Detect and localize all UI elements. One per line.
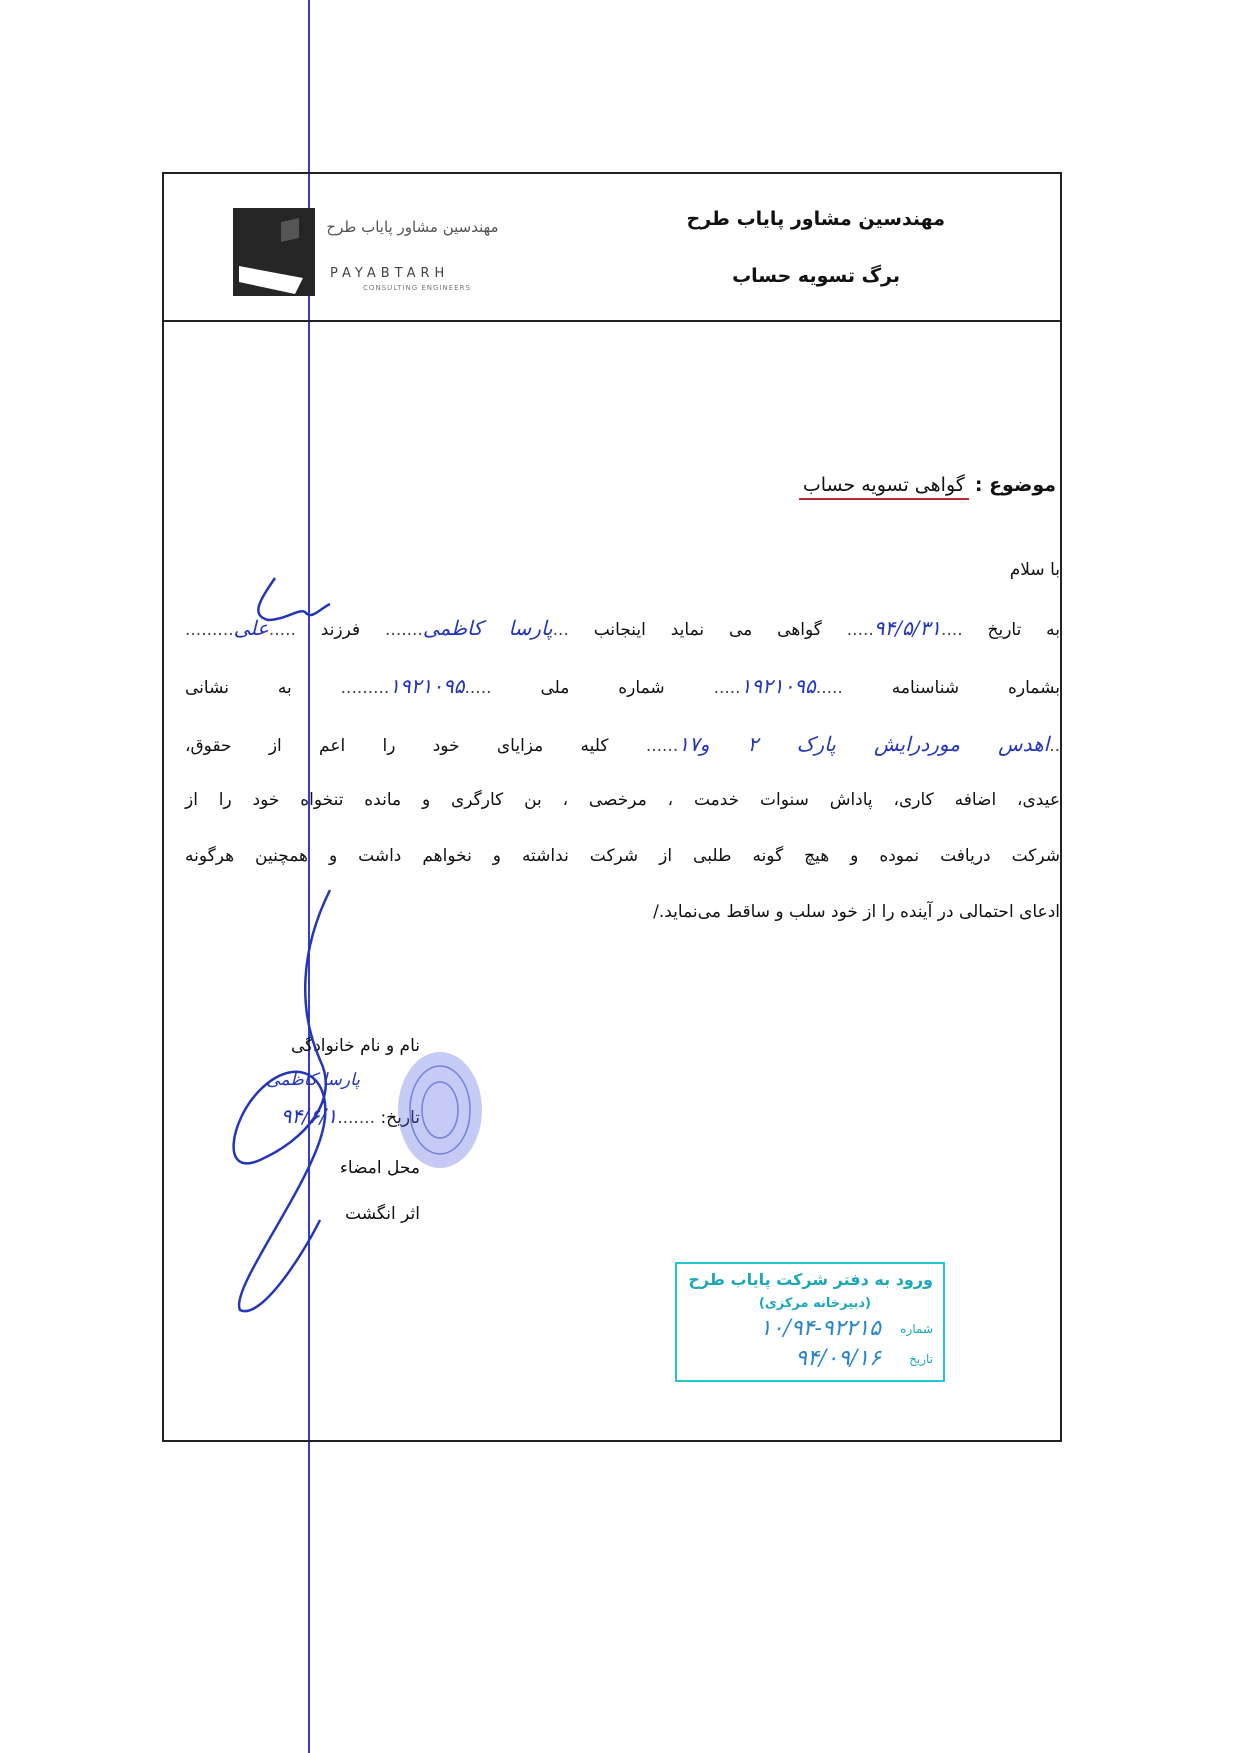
handwritten-signer-name: پارسا کاظمی (266, 1070, 360, 1090)
fingerprint-label: اثر انگشت (345, 1204, 420, 1224)
signature-stroke-top (258, 578, 330, 620)
body-line-1: به تاریخ ....۹۴/۵/۳۱..... گواهی می نماید اینجانب ...پارسا کاظمی....... فرزند .....علی......... (185, 616, 1061, 640)
subject-label: موضوع : (974, 474, 1056, 496)
benefits-text: کلیه مزایای خود را اعم از حقوق، (185, 736, 609, 756)
receipt-stamp (675, 1262, 945, 1382)
greeting: با سلام (1009, 560, 1060, 580)
body-line-2: بشماره شناسنامه .....۱۹۲۱۰۹۵..... شماره ملی .....۱۹۲۱۰۹۵......... به نشانی (185, 674, 1061, 698)
date-intro: به تاریخ (987, 620, 1061, 640)
handwritten-id-number: ۱۹۲۱۰۹۵ (740, 674, 816, 698)
stamp-subtitle: (دبیرخانه مرکزی) (758, 1296, 871, 1311)
handwritten-sign-date: ۹۴/۶/۱ (280, 1104, 338, 1128)
company-name: مهندسین مشاور پایاب طرح (686, 208, 945, 230)
handwritten-national-id: ۱۹۲۱۰۹۵ (389, 674, 465, 698)
body-line-4: عیدی، اضافه کاری، پاداش سنوات خدمت ، مرخصی ، بن کارگری و مانده تنخواه خود را از (185, 790, 1060, 810)
handwritten-name: پارسا کاظمی (422, 616, 553, 640)
signature-place-label: محل امضاء (339, 1158, 420, 1178)
subject-text: گواهی تسویه حساب (799, 474, 969, 500)
logo-subtitle: CONSULTING ENGINEERS (363, 284, 471, 292)
logo-english-name: PAYABTARH (330, 266, 450, 281)
stamp-date-value: ۹۴/۰۹/۱۶ (795, 1346, 881, 1371)
stamp-date-label: تاریخ (909, 1352, 933, 1366)
certify-text: گواهی می نماید اینجانب (593, 620, 822, 640)
body-line-6: ادعای احتمالی در آینده را از خود سلب و ساقط می‌نماید./ (653, 902, 1060, 922)
date-label: تاریخ: (380, 1108, 420, 1128)
stamp-title: ورود به دفتر شرکت پایاب طرح (688, 1270, 933, 1289)
body-line-3: ..اهدس موردرایش پارک ۲ و۱۷...... کلیه مزایای خود را اعم از حقوق، (185, 732, 1060, 756)
date-field: تاریخ: .......۹۴/۶/۱ (280, 1104, 420, 1128)
handwritten-father: علی (233, 616, 269, 640)
stamp-number-value: ۱۰/۹۴-۹۲۲۱۵ (759, 1316, 881, 1341)
handwritten-address: اهدس موردرایش پارک ۲ و۱۷ (678, 732, 1050, 756)
national-id-label: شماره ملی (540, 678, 665, 698)
name-label: نام و نام خانوادگی (290, 1036, 420, 1056)
signature-stroke-main (234, 890, 330, 1311)
address-label: به نشانی (185, 678, 292, 698)
logo-persian-name: مهندسین مشاور پایاب طرح (326, 218, 499, 236)
handwritten-date: ۹۴/۵/۳۱ (873, 616, 941, 640)
id-label: بشماره شناسنامه (891, 678, 1061, 698)
stamp-number-label: شماره (900, 1322, 933, 1336)
body-line-5: شرکت دریافت نموده و هیچ گونه طلبی از شرکت نداشته و نخواهم داشت و همچنین هرگونه (185, 846, 1060, 866)
child-of-label: فرزند (320, 620, 361, 640)
form-title: برگ تسویه حساب (732, 265, 900, 287)
